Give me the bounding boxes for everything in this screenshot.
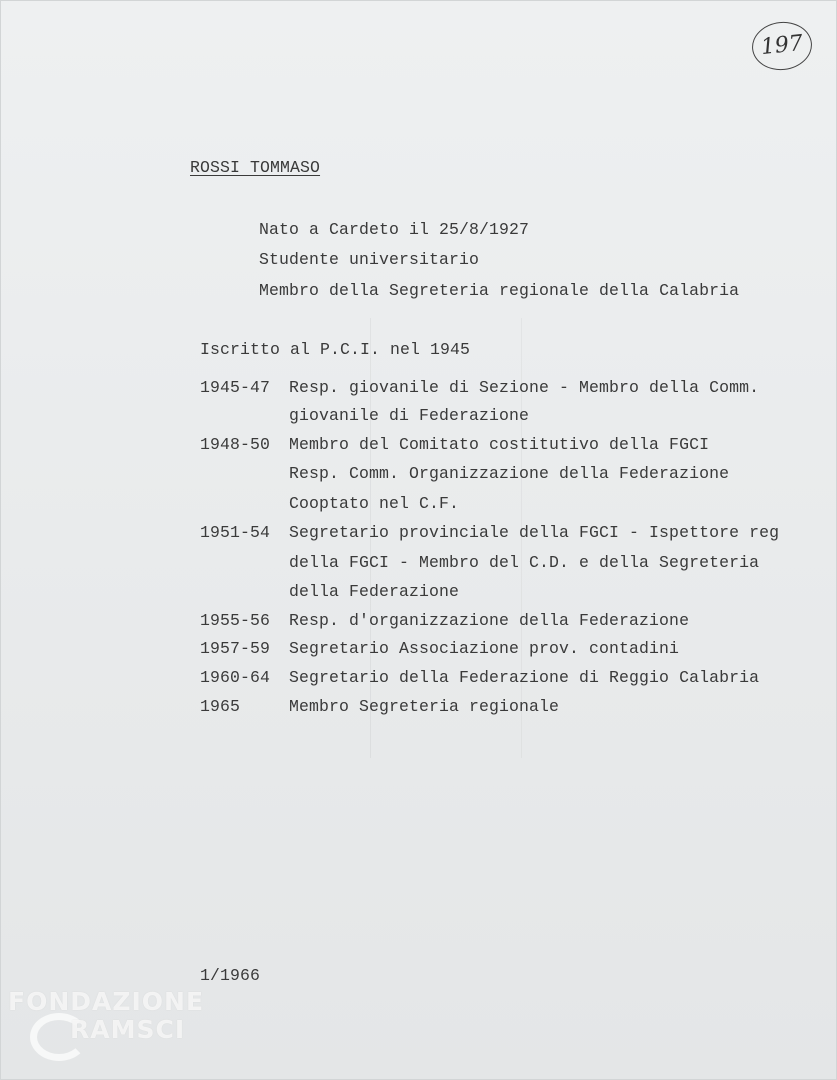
career-year: 1965 — [200, 697, 241, 716]
career-line: Resp. Comm. Organizzazione della Federazione — [289, 464, 730, 483]
bio-line-occupation: Studente universitario — [259, 250, 480, 269]
career-year: 1951-54 — [200, 523, 271, 542]
career-line: Resp. d'organizzazione della Federazione — [289, 611, 690, 630]
career-line: Resp. giovanile di Sezione - Membro della Comm. — [289, 378, 760, 397]
bio-line-role: Membro della Segreteria regionale della Calabria — [259, 281, 740, 300]
watermark-text-line1: FONDAZIONE — [8, 987, 205, 1016]
career-line: giovanile di Federazione — [289, 406, 530, 425]
enrollment-line: Iscritto al P.C.I. nel 1945 — [200, 340, 471, 359]
page-number-circled: 197 — [750, 19, 815, 73]
bio-line-birth: Nato a Cardeto il 25/8/1927 — [259, 220, 530, 239]
career-line: della FGCI - Membro del C.D. e della Segreteria — [289, 553, 760, 572]
career-year: 1960-64 — [200, 668, 271, 687]
career-line: Cooptato nel C.F. — [289, 494, 460, 513]
career-line: Segretario della Federazione di Reggio Calabria — [289, 668, 760, 687]
fondazione-gramsci-watermark — [8, 985, 208, 1065]
career-year: 1948-50 — [200, 435, 271, 454]
career-line: Segretario provinciale della FGCI - Ispettore reg — [289, 523, 780, 542]
date-footer: 1/1966 — [200, 966, 261, 985]
career-year: 1955-56 — [200, 611, 271, 630]
watermark-text-line2: RAMSCI — [70, 1015, 186, 1044]
career-year: 1945-47 — [200, 378, 271, 397]
career-line: Membro del Comitato costitutivo della FGCI — [289, 435, 710, 454]
career-year: 1957-59 — [200, 639, 271, 658]
career-line: Segretario Associazione prov. contadini — [289, 639, 680, 658]
career-line: della Federazione — [289, 582, 460, 601]
career-line: Membro Segreteria regionale — [289, 697, 560, 716]
name-heading: ROSSI TOMMASO — [190, 158, 321, 177]
